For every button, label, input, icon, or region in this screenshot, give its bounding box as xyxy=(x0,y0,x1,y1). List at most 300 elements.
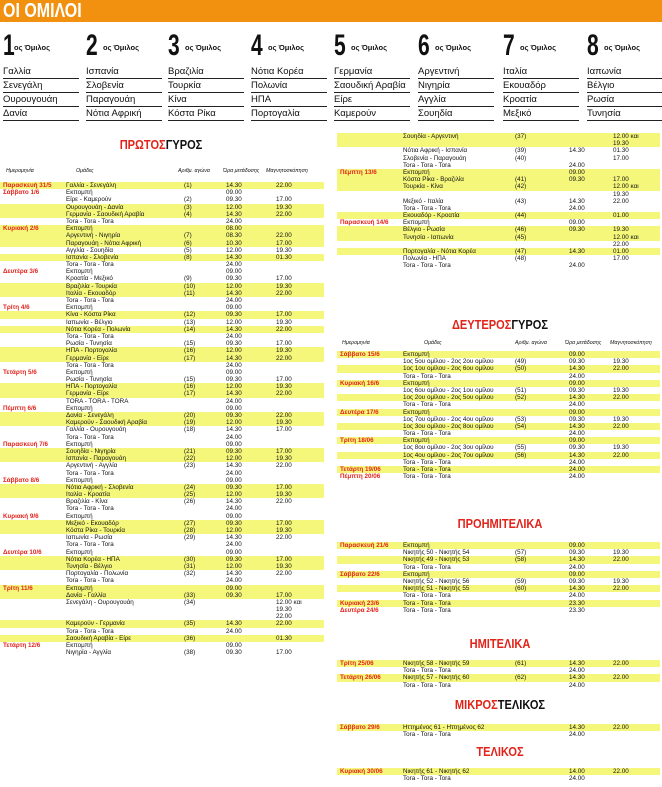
match-cell: Εκπομπή xyxy=(66,189,93,197)
match-cell: Ιταλία - Εκουαδόρ xyxy=(66,289,117,297)
match-cell: Σλοβενία - Παραγουάη xyxy=(403,154,467,162)
schedule-row xyxy=(337,234,660,241)
team: Ιταλία xyxy=(503,65,579,79)
schedule-row xyxy=(337,133,660,140)
broadcast-time-cell: 24.00 xyxy=(569,681,585,689)
match-cell: Tora - Tora - Tora xyxy=(403,401,451,409)
replay-time-cell: 22.00 xyxy=(613,365,629,373)
team: Γερμανία xyxy=(334,65,410,79)
match-cell: Γαλλία - Σενεγάλη xyxy=(66,182,117,189)
schedule-row xyxy=(337,549,660,556)
group-number: 3 xyxy=(168,29,180,62)
title-part-red: ΗΜΙΤΕΛΙΚΑ xyxy=(469,636,531,651)
schedule-row xyxy=(0,620,324,627)
match-cell: Εκπομπή xyxy=(66,368,93,376)
match-number-cell: (48) xyxy=(515,255,527,263)
group-teams xyxy=(86,65,162,121)
schedule-row xyxy=(337,731,660,738)
team: Πορτογαλία xyxy=(251,107,327,121)
match-cell: Ισπανία - Σλοβενία xyxy=(66,253,119,261)
title-part-red: ΠΡΩΤΟΣ xyxy=(119,137,166,152)
date-cell: Πέμπτη 13/6 xyxy=(340,168,377,176)
replay-time-cell: 22.00 xyxy=(276,390,292,398)
team: Ουρουγουάη xyxy=(3,93,79,107)
schedule-row xyxy=(0,556,324,563)
broadcast-time-cell: 09.00 xyxy=(226,189,242,197)
group-teams xyxy=(587,65,662,121)
team: Κίνα xyxy=(168,93,244,107)
match-cell: Νικητής 58 - Νικητής 59 xyxy=(403,660,470,667)
date-cell: Τρίτη 18/06 xyxy=(340,437,374,445)
team: ΗΠΑ xyxy=(251,93,327,107)
match-cell: Νότια Κορέα - ΗΠΑ xyxy=(66,555,120,563)
match-cell: ΗΠΑ - Πορτογαλία xyxy=(66,383,117,391)
schedule-row xyxy=(0,419,324,426)
match-number-cell: (14) xyxy=(184,325,196,333)
match-cell: Σαουδική Αραβία - Είρε xyxy=(66,634,132,642)
match-cell: 1ος 1ου ομίλου - 2ος 6ου ομίλου xyxy=(403,365,494,373)
first-round-table xyxy=(0,182,324,656)
match-number-cell: (6) xyxy=(184,239,192,247)
match-number-cell: (16) xyxy=(184,383,196,391)
match-cell: Καμερούν - Σαουδική Αραβία xyxy=(66,419,147,427)
broadcast-time-cell: 09.30 xyxy=(226,555,242,563)
schedule-row xyxy=(337,775,660,782)
broadcast-time-cell: 24.00 xyxy=(569,372,585,380)
group-number: 7 xyxy=(503,29,515,62)
replay-time-cell: 17.00 xyxy=(276,275,292,283)
replay-time-cell: 17.00 xyxy=(276,426,292,434)
schedule-row xyxy=(0,592,324,599)
match-number-cell: (50) xyxy=(515,365,527,373)
team: Δανία xyxy=(3,107,79,121)
match-number-cell: (4) xyxy=(184,210,192,218)
match-cell: Γερμανία - Είρε xyxy=(66,390,109,398)
team: Γαλλία xyxy=(3,65,79,79)
schedule-row xyxy=(337,437,660,444)
match-cell: Ηττημένος 61 - Ηττημένος 62 xyxy=(403,724,485,731)
match-cell: Εκπομπή xyxy=(403,219,430,227)
schedule-row xyxy=(0,333,324,340)
first-round-title xyxy=(106,138,217,152)
team: Τυνησία xyxy=(587,107,662,121)
team: Βέλγιο xyxy=(587,79,662,93)
match-number-cell: (58) xyxy=(515,556,527,564)
broadcast-time-cell: 12.00 xyxy=(226,383,242,391)
match-cell: Εκπομπή xyxy=(66,304,93,312)
match-cell: Tora - Tora - Tora xyxy=(403,204,451,212)
broadcast-time-cell: 14.30 xyxy=(569,394,585,402)
broadcast-time-cell: 09.00 xyxy=(226,440,242,448)
schedule-row xyxy=(0,347,324,354)
match-number-cell: (47) xyxy=(515,248,527,255)
match-cell: Πολωνία - ΗΠΑ xyxy=(403,255,446,263)
replay-time-cell: 12.00 και xyxy=(276,598,302,606)
broadcast-time-cell: 09.30 xyxy=(226,311,242,319)
match-number-cell: (16) xyxy=(184,347,196,355)
match-cell: Εκπομπή xyxy=(403,379,430,387)
third-place-title xyxy=(432,698,568,712)
schedule-row xyxy=(337,542,660,549)
quarterfinals-table xyxy=(337,542,660,614)
team: Κροατία xyxy=(503,93,579,107)
broadcast-time-cell: 24.00 xyxy=(569,473,585,481)
replay-time-cell: 19.30 xyxy=(613,549,629,557)
broadcast-time-cell: 14.30 xyxy=(226,325,242,333)
broadcast-time-cell: 14.30 xyxy=(226,390,242,398)
broadcast-time-cell: 14.30 xyxy=(226,182,242,189)
semifinals-table xyxy=(337,660,660,689)
title-part-black: ΓΥΡΟΣ xyxy=(511,317,549,332)
match-cell: Κόστα Ρίκα - Τουρκία xyxy=(66,527,125,534)
broadcast-time-cell: 14.30 xyxy=(569,365,585,373)
match-cell: Μεξικό - Ιταλία xyxy=(403,197,444,205)
replay-time-cell: 22.00 xyxy=(276,354,292,362)
replay-time-cell: 22.00 xyxy=(613,556,629,564)
broadcast-time-cell: 09.00 xyxy=(226,584,242,592)
broadcast-time-cell: 09.00 xyxy=(226,548,242,556)
group-label: ος Όμιλος xyxy=(185,43,221,52)
replay-time-cell: 17.00 xyxy=(276,196,292,204)
schedule-row xyxy=(337,556,660,563)
schedule-row xyxy=(0,362,324,369)
match-cell: Εκπομπή xyxy=(403,542,430,549)
match-cell: Βραζιλία - Κίνα xyxy=(66,498,108,506)
team: Σαουδική Αραβία xyxy=(334,79,410,93)
replay-time-cell: 22.00 xyxy=(276,462,292,470)
date-cell: Κυριακή 30/06 xyxy=(340,768,383,775)
replay-time-cell: 19.30 xyxy=(276,491,292,499)
schedule-row xyxy=(337,380,660,387)
replay-time-cell: 17.00 xyxy=(276,649,292,657)
replay-time-cell: 19.30 xyxy=(613,386,629,394)
schedule-row xyxy=(0,563,324,570)
group-label: ος Όμιλος xyxy=(103,43,139,52)
broadcast-time-cell: 09.30 xyxy=(226,591,242,599)
schedule-row xyxy=(0,448,324,455)
group-number: 2 xyxy=(86,29,98,62)
replay-time-cell: 17.00 xyxy=(613,176,629,184)
match-cell: TORA - TORA - TORA xyxy=(66,397,129,405)
broadcast-time-cell: 14.30 xyxy=(226,462,242,470)
replay-time-cell: 19.30 xyxy=(613,577,629,585)
match-cell: Εκπομπή xyxy=(66,512,93,520)
replay-time-cell: 22.00 xyxy=(276,498,292,506)
match-cell: ΗΠΑ - Πορτογαλία xyxy=(66,347,117,355)
replay-time-cell: 22.00 xyxy=(613,451,629,459)
group-number: 5 xyxy=(334,29,346,62)
replay-time-cell: 17.00 xyxy=(613,255,629,263)
schedule-row xyxy=(337,724,660,731)
match-cell: Πορτογαλία - Πολωνία xyxy=(66,570,129,578)
second-round-table xyxy=(337,351,660,480)
match-cell: Εκπομπή xyxy=(66,642,93,649)
schedule-row xyxy=(0,434,324,441)
schedule-row xyxy=(0,642,324,649)
replay-time-cell: 17.00 xyxy=(276,239,292,247)
col-date-header: Ημερομηνία xyxy=(6,168,34,174)
date-cell: Δευτέρα 10/6 xyxy=(3,548,42,556)
match-cell: Ισπανία - Παραγουάη xyxy=(66,455,126,463)
broadcast-time-cell: 24.00 xyxy=(226,261,242,269)
replay-time-cell: 01.00 xyxy=(613,212,629,220)
broadcast-time-cell: 14.30 xyxy=(569,147,585,155)
schedule-row xyxy=(0,304,324,311)
semifinals-title xyxy=(441,637,560,651)
match-cell: 1ος 4ου ομίλου - 2ος 7ου ομίλου xyxy=(403,451,494,459)
match-cell: Νικητής 52 - Νικητής 56 xyxy=(403,577,470,585)
schedule-row xyxy=(337,660,660,667)
match-cell: Κόστα Ρίκα - Βραζιλία xyxy=(403,176,464,184)
schedule-row xyxy=(337,473,660,480)
match-number-cell: (36) xyxy=(184,634,196,642)
schedule-row xyxy=(0,520,324,527)
broadcast-time-cell: 12.00 xyxy=(226,562,242,570)
match-cell: Γαλλία - Ουρουγουάη xyxy=(66,426,127,434)
match-number-cell: (2) xyxy=(184,196,192,204)
schedule-row xyxy=(337,155,660,162)
date-cell: Κυριακή 23/6 xyxy=(340,599,380,607)
date-cell: Κυριακή 2/6 xyxy=(3,225,39,233)
broadcast-time-cell: 24.00 xyxy=(569,458,585,466)
match-number-cell: (43) xyxy=(515,197,527,205)
match-cell: Εκπομπή xyxy=(403,570,430,578)
broadcast-time-cell: 09.30 xyxy=(226,412,242,419)
match-cell: Εκπομπή xyxy=(403,437,430,445)
match-number-cell: (27) xyxy=(184,519,196,527)
broadcast-time-cell: 24.00 xyxy=(569,466,585,473)
date-cell: Κυριακή 9/6 xyxy=(3,512,39,520)
replay-time-cell: 19.30 xyxy=(276,527,292,534)
broadcast-time-cell: 08.30 xyxy=(226,232,242,240)
match-cell: Tora - Tora - Tora xyxy=(403,563,451,571)
team: Νιγηρία xyxy=(418,79,494,93)
schedule-row xyxy=(0,390,324,397)
schedule-row xyxy=(0,484,324,491)
schedule-row xyxy=(0,462,324,469)
replay-time-cell: 17.00 xyxy=(276,311,292,319)
match-cell: 1ος 5ου ομίλου - 2ος 2ου ομίλου xyxy=(403,358,494,366)
schedule-row xyxy=(0,649,324,656)
team: Νότια Αφρική xyxy=(86,107,162,121)
match-cell: Τυνησία - Βέλγιο xyxy=(66,562,113,570)
broadcast-time-cell: 12.00 xyxy=(226,347,242,355)
broadcast-time-cell: 24.00 xyxy=(226,217,242,225)
broadcast-time-cell: 09.30 xyxy=(569,444,585,452)
broadcast-time-cell: 09.30 xyxy=(226,447,242,455)
replay-time-cell: 22.00 xyxy=(276,613,292,621)
match-cell: Εκπομπή xyxy=(403,408,430,416)
schedule-row xyxy=(0,606,324,613)
match-cell: Αγγλία - Σουηδία xyxy=(66,246,114,254)
match-number-cell: (20) xyxy=(184,412,196,419)
team: Παραγουάη xyxy=(86,93,162,107)
schedule-row xyxy=(0,635,324,642)
date-cell: Δευτέρα 24/6 xyxy=(340,606,379,614)
schedule-row xyxy=(337,241,660,248)
schedule-row xyxy=(0,297,324,304)
schedule-row xyxy=(0,268,324,275)
match-cell: Tora - Tora - Tora xyxy=(66,505,114,513)
broadcast-time-cell: 14.30 xyxy=(226,570,242,578)
header-bar xyxy=(0,0,662,22)
match-cell: Tora - Tora - Tora xyxy=(66,433,114,441)
match-number-cell: (37) xyxy=(515,133,527,140)
schedule-row xyxy=(0,455,324,462)
schedule-row xyxy=(337,219,660,226)
broadcast-time-cell: 24.00 xyxy=(226,332,242,340)
broadcast-time-cell: 09.00 xyxy=(226,404,242,412)
schedule-row xyxy=(337,373,660,380)
match-cell: Σουηδία - Νιγηρία xyxy=(66,447,116,455)
replay-time-cell: 19.30 xyxy=(276,282,292,290)
match-cell: Εκπομπή xyxy=(66,225,93,233)
match-number-cell: (39) xyxy=(515,147,527,155)
match-cell: Tora - Tora - Tora xyxy=(403,430,451,438)
match-cell: Ιαπωνία - Ρωσία xyxy=(66,534,113,542)
team: Πολωνία xyxy=(251,79,327,93)
replay-time-cell: 22.00 xyxy=(276,412,292,419)
match-cell: Tora - Tora - Tora xyxy=(403,606,451,614)
match-number-cell: (10) xyxy=(184,282,196,290)
match-cell: Εκπομπή xyxy=(403,168,430,176)
match-number-cell: (8) xyxy=(184,253,192,261)
broadcast-time-cell: 10.30 xyxy=(226,239,242,247)
schedule-row xyxy=(337,365,660,372)
schedule-row xyxy=(0,398,324,405)
match-cell: Νικητής 57 - Νικητής 60 xyxy=(403,674,470,682)
broadcast-time-cell: 24.00 xyxy=(569,204,585,212)
broadcast-time-cell: 24.00 xyxy=(226,627,242,635)
broadcast-time-cell: 09.30 xyxy=(569,226,585,234)
replay-time-cell: 19.30 xyxy=(613,444,629,452)
schedule-row xyxy=(0,613,324,620)
match-cell: Τυνησία - Ιαπωνία xyxy=(403,233,454,241)
schedule-row xyxy=(337,226,660,233)
schedule-row xyxy=(337,358,660,365)
broadcast-time-cell: 09.00 xyxy=(569,570,585,578)
schedule-row xyxy=(337,667,660,674)
schedule-row xyxy=(337,176,660,183)
match-cell: Νιγηρία - Αγγλία xyxy=(66,649,112,657)
schedule-row xyxy=(337,183,660,190)
broadcast-time-cell: 09.30 xyxy=(226,483,242,491)
match-cell: Σενεγάλη - Ουρουγουάη xyxy=(66,598,134,606)
schedule-row xyxy=(337,351,660,358)
match-cell: Tora - Tora - Tora xyxy=(66,261,114,269)
broadcast-time-cell: 23.30 xyxy=(569,606,585,614)
match-number-cell: (40) xyxy=(515,154,527,162)
broadcast-time-cell: 14.30 xyxy=(226,253,242,261)
match-cell: Εκπομπή xyxy=(66,584,93,592)
replay-time-cell: 22.00 xyxy=(276,182,292,189)
schedule-row xyxy=(0,534,324,541)
team: Βραζιλία xyxy=(168,65,244,79)
schedule-row xyxy=(0,585,324,592)
match-number-cell: (55) xyxy=(515,444,527,452)
replay-time-cell: 22.00 xyxy=(613,394,629,402)
replay-time-cell: 12.00 και xyxy=(613,233,639,241)
date-cell: Σάββατο 29/6 xyxy=(340,724,380,731)
schedule-row xyxy=(337,571,660,578)
broadcast-time-cell: 09.00 xyxy=(569,437,585,445)
match-cell: Νικητής 50 - Νικητής 54 xyxy=(403,549,470,557)
broadcast-time-cell: 12.00 xyxy=(226,282,242,290)
replay-time-cell: 22.00 xyxy=(613,240,629,248)
replay-time-cell: 17.00 xyxy=(276,376,292,384)
third-place-table xyxy=(337,724,660,738)
match-cell: Ρωσία - Τυνησία xyxy=(66,376,112,384)
match-cell: Νότια Κορέα - Πολωνία xyxy=(66,325,131,333)
match-number-cell: (53) xyxy=(515,415,527,423)
broadcast-time-cell: 14.30 xyxy=(569,556,585,564)
broadcast-time-cell: 24.00 xyxy=(226,397,242,405)
replay-time-cell: 19.30 xyxy=(276,203,292,211)
schedule-row xyxy=(337,147,660,154)
team: Ιαπωνία xyxy=(587,65,662,79)
match-number-cell: (44) xyxy=(515,212,527,220)
schedule-row xyxy=(337,444,660,451)
replay-time-cell: 17.00 xyxy=(276,555,292,563)
schedule-row xyxy=(337,423,660,430)
broadcast-time-cell: 14.30 xyxy=(226,620,242,628)
schedule-row xyxy=(337,430,660,437)
match-number-cell: (11) xyxy=(184,289,195,297)
match-cell: 1ος 6ου ομίλου - 2ος 1ου ομίλου xyxy=(403,386,494,394)
schedule-row xyxy=(0,182,324,189)
match-cell: Νότια Αφρική - Ισπανία xyxy=(403,147,468,155)
group-teams xyxy=(168,65,244,121)
schedule-row xyxy=(0,513,324,520)
broadcast-time-cell: 08.00 xyxy=(226,225,242,233)
replay-time-cell: 22.00 xyxy=(613,585,629,593)
match-number-cell: (49) xyxy=(515,358,527,366)
broadcast-time-cell: 14.30 xyxy=(226,426,242,434)
broadcast-time-cell: 09.30 xyxy=(569,577,585,585)
broadcast-time-cell: 24.00 xyxy=(569,592,585,600)
broadcast-time-cell: 09.00 xyxy=(569,379,585,387)
schedule-row xyxy=(0,383,324,390)
col-replay-header: Μαγνητοσκόπηση xyxy=(266,168,308,174)
broadcast-time-cell: 14.30 xyxy=(569,724,585,731)
broadcast-time-cell: 09.30 xyxy=(569,415,585,423)
match-cell: Νικητής 61 - Νικητής 62 xyxy=(403,768,470,775)
match-cell: Πορτογαλία - Νότια Κορέα xyxy=(403,248,476,255)
schedule-row xyxy=(337,466,660,473)
quarterfinals-title xyxy=(441,517,560,531)
match-cell: Γερμανία - Είρε xyxy=(66,354,109,362)
schedule-row xyxy=(337,409,660,416)
title-part-red: ΔΕΥΤΕΡΟΣ xyxy=(451,317,512,332)
match-cell: 1ος 2ου ομίλου - 2ος 5ου ομίλου xyxy=(403,394,494,402)
match-cell: Εκπομπή xyxy=(66,440,93,448)
broadcast-time-cell: 09.00 xyxy=(569,351,585,358)
title-part-red: ΠΡΟΗΜΙΤΕΛΙΚΑ xyxy=(457,516,543,531)
schedule-row xyxy=(337,255,660,262)
replay-time-cell: 17.00 xyxy=(613,154,629,162)
match-cell: Ιταλία - Κροατία xyxy=(66,491,111,499)
broadcast-time-cell: 09.30 xyxy=(226,649,242,657)
schedule-row xyxy=(337,198,660,205)
date-cell: Τρίτη 4/6 xyxy=(3,304,30,312)
date-cell: Κυριακή 16/6 xyxy=(340,379,380,387)
match-cell: Tora - Tora - Tora xyxy=(66,361,114,369)
schedule-row xyxy=(337,452,660,459)
broadcast-time-cell: 14.30 xyxy=(569,422,585,430)
date-cell: Σάββατο 15/6 xyxy=(340,351,380,358)
title-part-red: ΜΙΚΡΟΣ xyxy=(454,697,498,712)
team: Κόστα Ρίκα xyxy=(168,107,244,121)
